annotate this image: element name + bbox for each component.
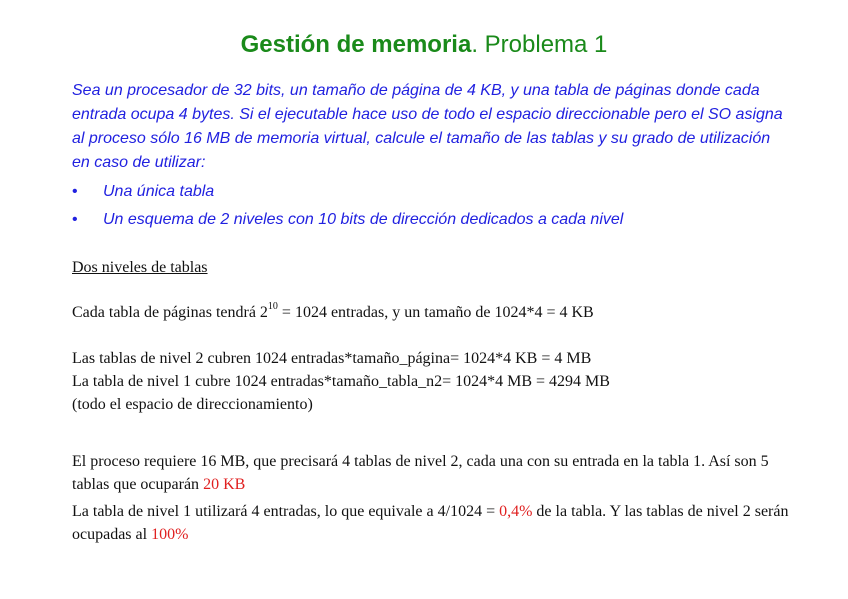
p1-exponent: 10 bbox=[267, 300, 278, 312]
statement-text: Sea un procesador de 32 bits, un tamaño de página de 4 KB, y una tabla de páginas donde cada entrada ocupa 4 bytes. Si el ejecutable hace uso de todo el espacio direccionable pero el SO asigna al proceso sólo 16 MB de memoria virtual, calcule el tamaño de las tablas y su grado de utilización en caso de utilizar: bbox=[72, 82, 783, 171]
p4-highlight-1: 0,4% bbox=[499, 503, 533, 520]
p1-text-b: = 1024 entradas, y un tamaño de 1024*4 = 4 KB bbox=[277, 304, 594, 321]
p3-highlight: 20 KB bbox=[203, 476, 246, 493]
bullet-icon: • bbox=[72, 211, 78, 228]
p2-line-3: (todo el espacio de direccionamiento) bbox=[72, 396, 313, 413]
problem-statement bbox=[72, 79, 792, 234]
section-subtitle: Dos niveles de tablas bbox=[72, 259, 208, 276]
p4-text-1: La tabla de nivel 1 utilizará 4 entradas, lo que equivale a 4/1024 = bbox=[72, 503, 500, 520]
title-bold: Gestión de memoria bbox=[240, 31, 472, 58]
bullet-item bbox=[72, 206, 792, 234]
slide-title bbox=[0, 29, 848, 61]
p4-highlight-2: 100% bbox=[151, 526, 189, 543]
paragraph-coverage bbox=[72, 347, 792, 416]
p4-text-2: de la tabla. Y las tablas de nivel 2 serán ocupadas al bbox=[72, 503, 789, 543]
p2-line-2: La tabla de nivel 1 cubre 1024 entradas*tamaño_tabla_n2= 1024*4 MB = 4294 MB bbox=[72, 373, 610, 390]
paragraph-utilization bbox=[72, 500, 792, 546]
p1-text-a: Cada tabla de páginas tendrá 2 bbox=[72, 304, 268, 321]
p3-text: El proceso requiere 16 MB, que precisará 4 tablas de nivel 2, cada una con su entrada en la tabla 1. Así son 5 tablas que ocuparán bbox=[72, 453, 769, 493]
paragraph-process-requirement bbox=[72, 450, 792, 496]
paragraph-table-size bbox=[72, 301, 792, 324]
statement-bullets bbox=[72, 178, 792, 234]
title-rest: . Problema 1 bbox=[471, 31, 608, 58]
bullet-text: Una única tabla bbox=[103, 183, 215, 200]
bullet-icon: • bbox=[72, 183, 78, 200]
p2-line-1: Las tablas de nivel 2 cubren 1024 entradas*tamaño_página= 1024*4 KB = 4 MB bbox=[72, 350, 592, 367]
bullet-text: Un esquema de 2 niveles con 10 bits de dirección dedicados a cada nivel bbox=[103, 211, 624, 228]
bullet-item bbox=[72, 178, 792, 206]
